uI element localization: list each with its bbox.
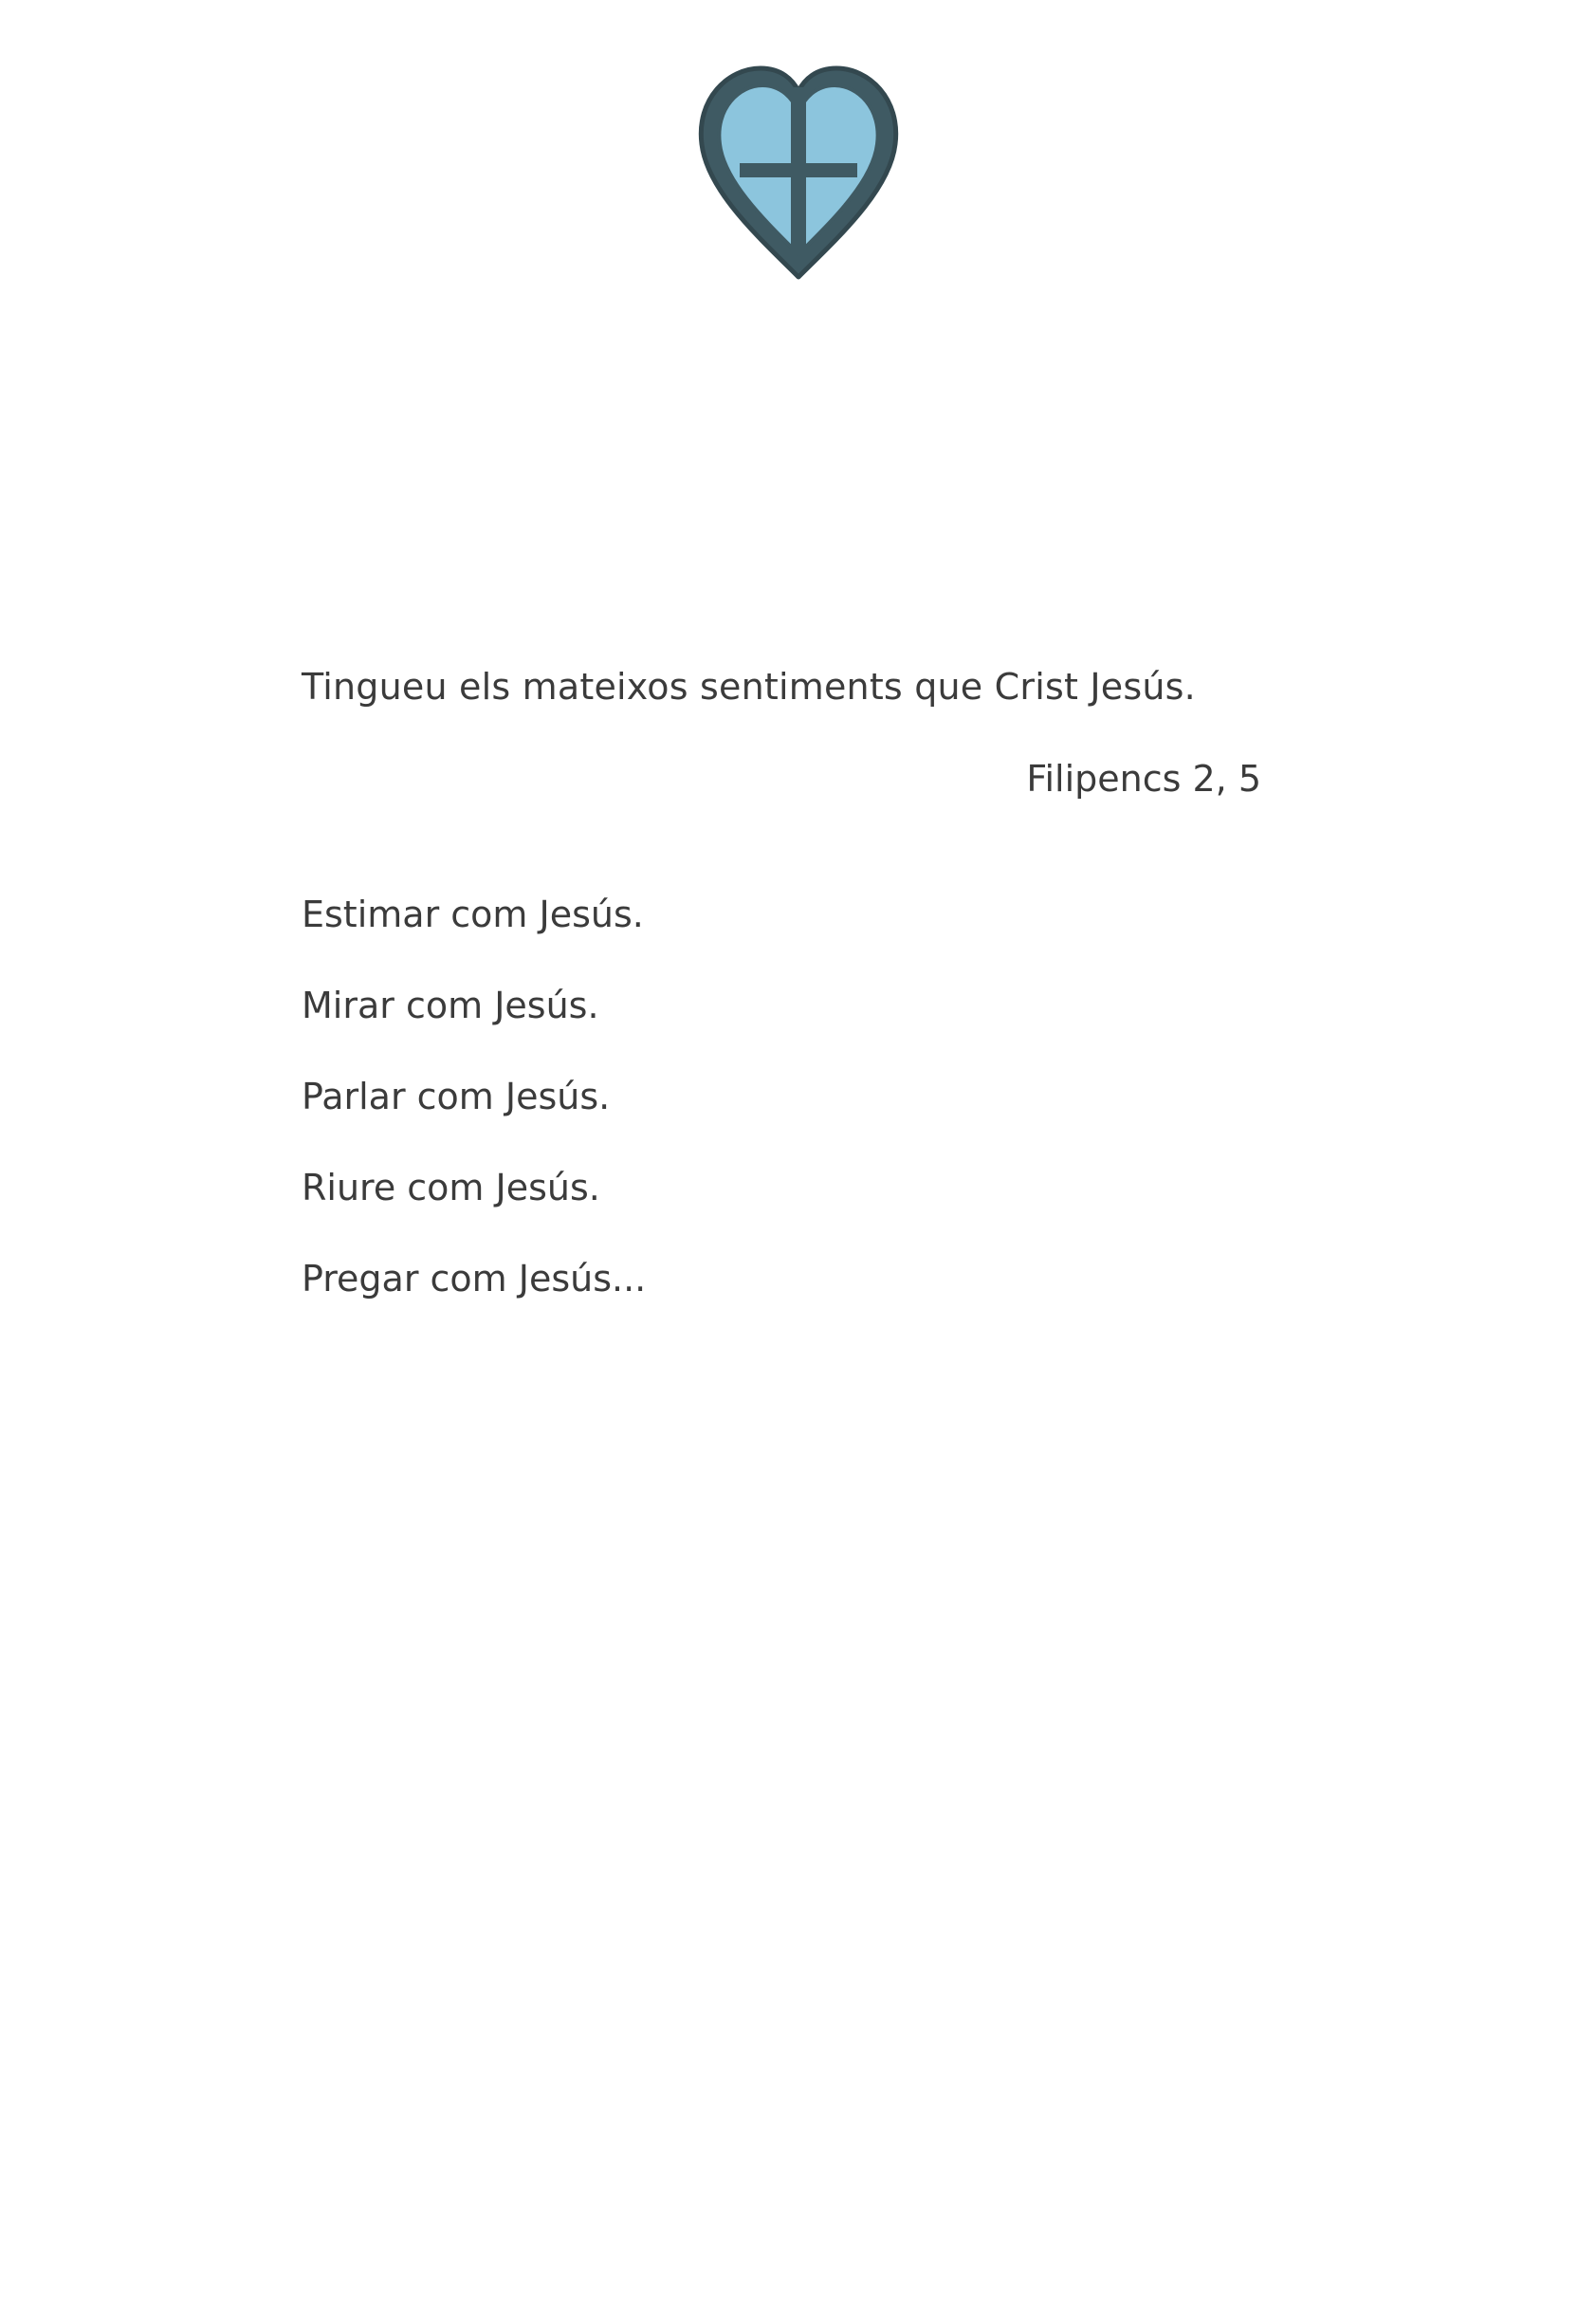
phrase-list bbox=[302, 893, 1345, 1300]
verse-text: Tingueu els mateixos sentiments que Crist Jesús. bbox=[302, 666, 1196, 708]
text-content bbox=[302, 664, 1345, 1300]
list-item: Estimar com Jesús. bbox=[302, 893, 644, 935]
list-item: Parlar com Jesús. bbox=[302, 1075, 611, 1117]
list-item: Pregar com Jesús... bbox=[302, 1257, 647, 1300]
list-item: Mirar com Jesús. bbox=[302, 984, 599, 1026]
list-item: Riure com Jesús. bbox=[302, 1166, 600, 1208]
heart-with-cross-icon bbox=[694, 59, 903, 282]
verse-reference: Filipencs 2, 5 bbox=[1026, 758, 1261, 801]
